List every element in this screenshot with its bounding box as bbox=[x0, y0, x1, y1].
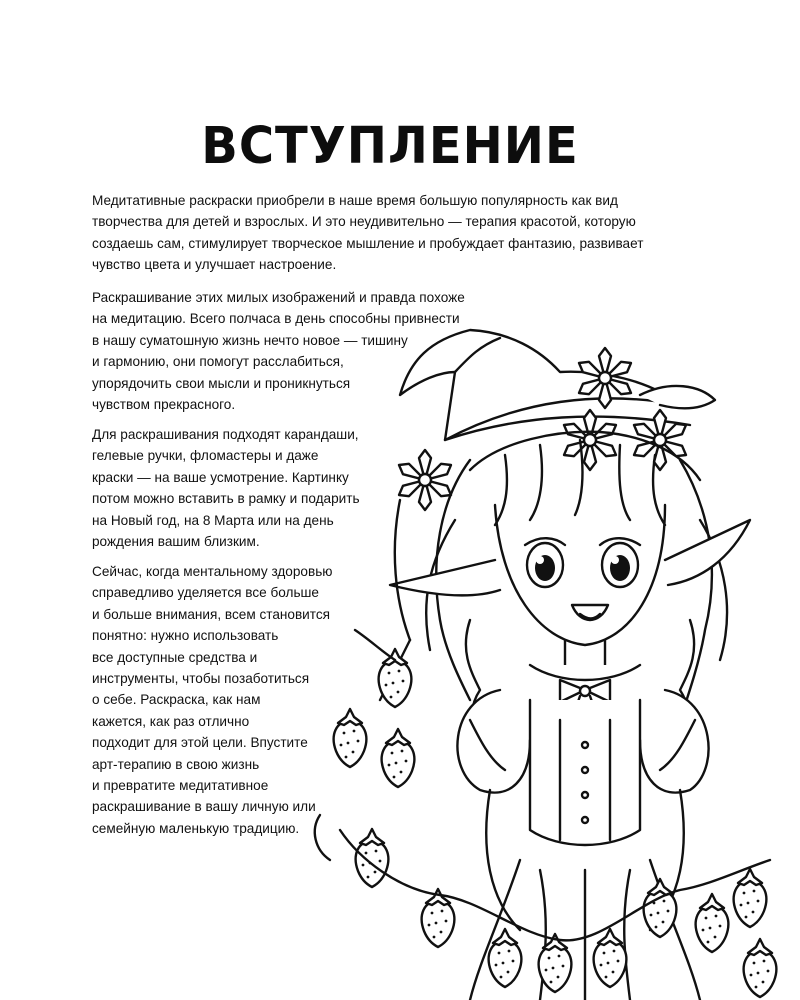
text-line: раскрашивание в вашу личную или bbox=[92, 799, 316, 815]
text-line: семейную маленькую традицию. bbox=[92, 820, 300, 836]
text-line: и гармонию, они помогут расслабиться, bbox=[92, 354, 344, 370]
text-line: и превратите медитативное bbox=[92, 778, 269, 794]
text-line: Медитативные раскраски приобрели в наше время большую популярность как вид bbox=[92, 193, 618, 208]
text-line: Для раскрашивания подходят карандаши, bbox=[92, 427, 359, 442]
text-line: потом можно вставить в рамку и подарить bbox=[92, 491, 360, 507]
text-line: справедливо уделяется все больше bbox=[92, 585, 319, 601]
text-line: Раскрашивание этих милых изображений и правда похоже bbox=[92, 290, 465, 305]
text-line: на медитацию. Всего полчаса в день способны привнести bbox=[92, 311, 460, 327]
text-line: кажется, как раз отлично bbox=[92, 713, 250, 729]
text-line: гелевые ручки, фломастеры и даже bbox=[92, 448, 319, 464]
text-line: рождения вашим близким. bbox=[92, 534, 260, 550]
text-line: творчества для детей и взрослых. И это неудивительно — терапия красотой, которую bbox=[92, 214, 636, 230]
text-line: инструменты, чтобы позаботиться bbox=[92, 671, 310, 687]
text-line: арт-терапию в свою жизнь bbox=[92, 756, 260, 772]
text-line: создаешь сам, стимулирует творческое мышление и пробуждает фантазию, развивает bbox=[92, 235, 644, 251]
text-line: все доступные средства и bbox=[92, 649, 258, 665]
coloring-illustration bbox=[300, 315, 800, 1000]
page-title: ВСТУПЛЕНИЕ bbox=[201, 116, 579, 176]
text-line: краски — на ваше усмотрение. Картинку bbox=[92, 469, 349, 485]
text-line: на Новый год, на 8 Марта или на день bbox=[92, 512, 334, 528]
intro-paragraph-1 bbox=[92, 190, 643, 276]
text-line: Сейчас, когда ментальному здоровью bbox=[92, 564, 333, 579]
text-line: понятно: нужно использовать bbox=[92, 628, 279, 644]
text-line: упорядочить свои мысли и проникнуться bbox=[92, 375, 351, 391]
text-line: чувством прекрасного. bbox=[92, 397, 236, 413]
text-line: подходит для этой цели. Впустите bbox=[92, 735, 308, 751]
intro-paragraph-4 bbox=[92, 561, 333, 839]
text-line: о себе. Раскраска, как нам bbox=[92, 692, 261, 708]
text-line: в нашу суматошную жизнь нечто новое — тишину bbox=[92, 332, 408, 348]
text-line: и больше внимания, всем становится bbox=[92, 606, 331, 622]
text-line: чувство цвета и улучшает настроение. bbox=[92, 257, 337, 273]
